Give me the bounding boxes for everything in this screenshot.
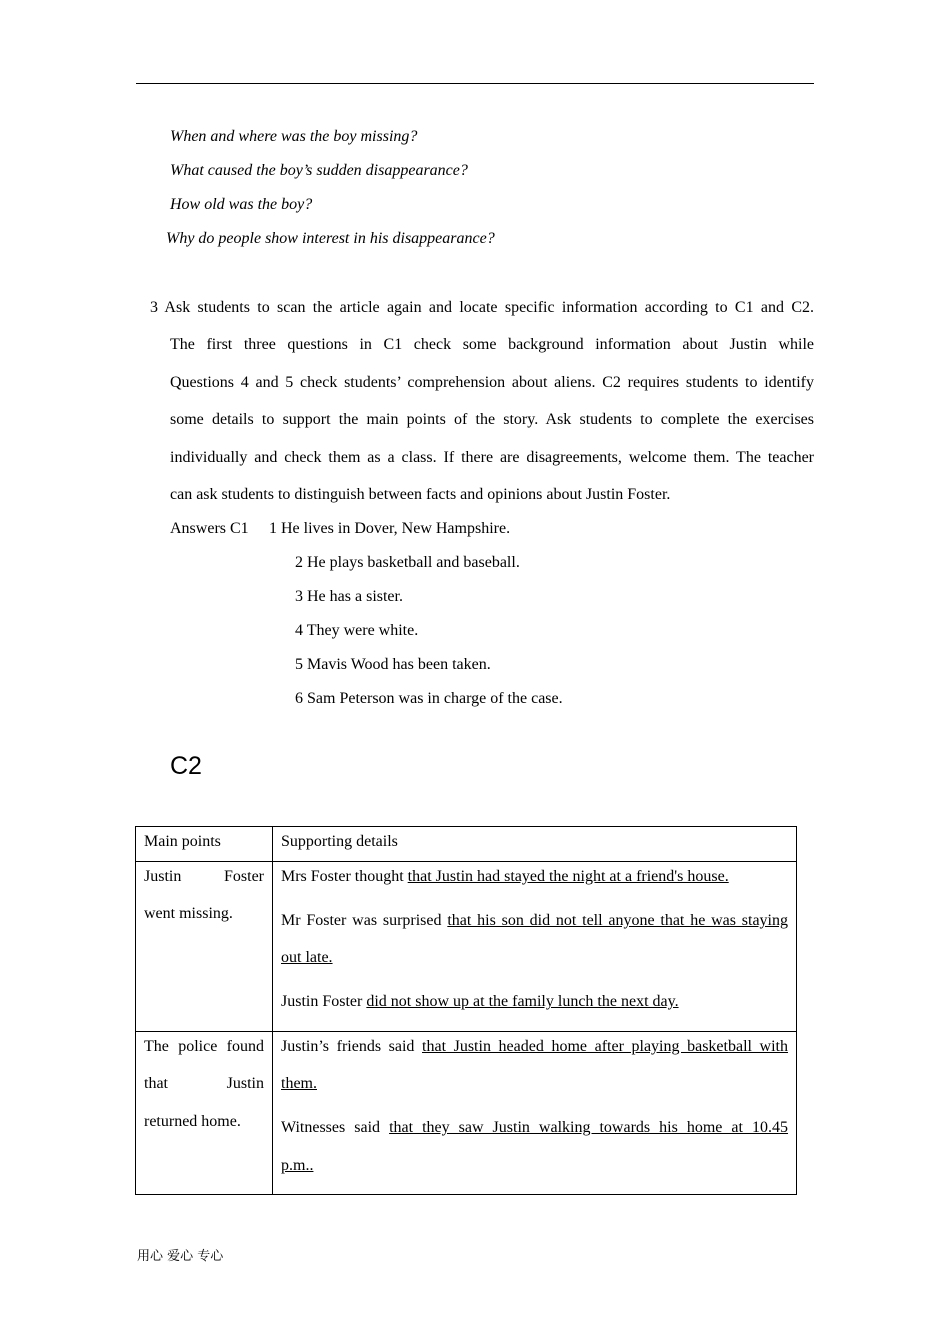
c2-table — [135, 826, 797, 1195]
question-3: How old was the boy? — [170, 196, 313, 213]
header-main-points: Main points — [136, 827, 273, 862]
answer-item: 4 They were white. — [295, 622, 419, 639]
question-2: What caused the boy’s sudden disappearance? — [170, 162, 468, 179]
question-1: When and where was the boy missing? — [170, 128, 418, 145]
details-cell — [273, 862, 797, 1032]
table-row — [136, 1032, 797, 1195]
step-3-line: some details to support the main points of the story. Ask students to complete the exercises — [170, 411, 814, 429]
answer-item: 6 Sam Peterson was in charge of the case. — [295, 690, 563, 707]
step-3-paragraph — [150, 298, 814, 522]
main-point-cell — [136, 862, 273, 1032]
answers-label: Answers C1 — [170, 520, 249, 537]
main-point-line: went missing. — [144, 905, 233, 923]
step-3-line: Questions 4 and 5 check students’ comprehension about aliens. C2 requires students to identify — [170, 373, 814, 391]
answer-item: 1 He lives in Dover, New Hampshire. — [269, 520, 511, 537]
answer-item: 3 He has a sister. — [295, 588, 403, 605]
details-cell — [273, 1032, 797, 1195]
main-point-line: Justin Foster — [144, 868, 264, 885]
main-point-cell — [136, 1032, 273, 1195]
detail-line: Mrs Foster thought that Justin had stayed the night at a friend's house. — [281, 868, 729, 885]
section-heading-c2: C2 — [170, 752, 202, 780]
main-point-line: The police found — [144, 1038, 264, 1055]
detail-line: them. — [281, 1075, 317, 1093]
table-header-row — [136, 827, 797, 862]
step-3-line: can ask students to distinguish between facts and opinions about Justin Foster. — [170, 485, 671, 503]
question-4: Why do people show interest in his disappearance? — [166, 230, 495, 247]
detail-line: p.m.. — [281, 1156, 314, 1174]
table-row — [136, 862, 797, 1032]
header-supporting-details: Supporting details — [273, 827, 797, 862]
main-point-line: returned home. — [144, 1112, 241, 1130]
main-point-line: that Justin — [144, 1075, 264, 1093]
answer-item: 2 He plays basketball and baseball. — [295, 554, 520, 571]
detail-line: Mr Foster was surprised that his son did not tell anyone that he was staying — [281, 912, 789, 929]
page-footer: 用心 爱心 专心 — [137, 1249, 224, 1264]
detail-line: Justin Foster did not show up at the family lunch the next day. — [281, 993, 679, 1011]
header-rule — [136, 83, 814, 84]
answer-item: 5 Mavis Wood has been taken. — [295, 656, 491, 673]
step-3-line: The first three questions in C1 check some background information about Justin while — [170, 336, 814, 354]
step-3-line: 3 Ask students to scan the article again and locate specific information according to C1 and C2. — [150, 299, 814, 316]
step-3-line: individually and check them as a class. If there are disagreements, welcome them. The teacher — [170, 448, 814, 466]
detail-line: out late. — [281, 949, 333, 967]
detail-line: Witnesses said that they saw Justin walking towards his home at 10.45 — [281, 1119, 789, 1137]
detail-line: Justin’s friends said that Justin headed home after playing basketball with — [281, 1038, 789, 1055]
